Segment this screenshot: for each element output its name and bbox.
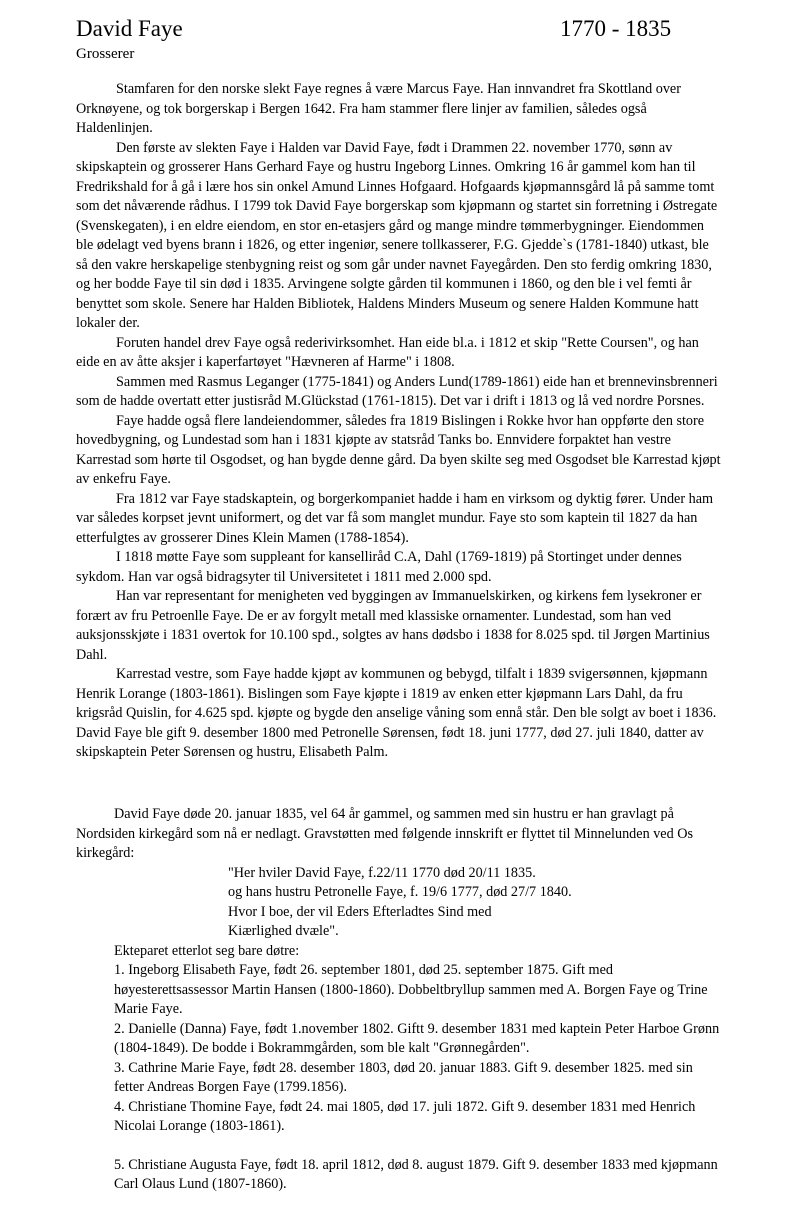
inscription-line: og hans hustru Petronelle Faye, f. 19/6 1777, død 27/7 1840. [228, 884, 572, 900]
biography-body [76, 80, 724, 763]
children-intro: Ekteparet etterlot seg bare døtre: [114, 942, 300, 959]
inscription-line: "Her hviler David Faye, f.22/11 1770 død 20/11 1835. [228, 864, 536, 881]
inscription-line: Hvor I boe, der vil Eders Efterladtes Sind med [228, 903, 492, 920]
death-paragraph: David Faye døde 20. januar 1835, vel 64 år gammel, og sammen med sin hustru er han gravlagt på Nordsiden kirkegård som nå er nedlagt. Gravstøtten med følgende innskrift er flyttet til Minnelunden ved Os kirkegård: [76, 806, 694, 861]
list-item: 1. Ingeborg Elisabeth Faye, født 26. september 1801, død 25. september 1875. Gift med høyesterettsassessor Martin Hansen (1800-1860). Dobbeltbryllup sammen med A. Borgen Faye og Trine Marie Faye. [114, 962, 708, 1017]
person-name: David Faye [76, 16, 183, 41]
list-item: 5. Christiane Augusta Faye, født 18. april 1812, død 8. august 1879. Gift 9. desember 1833 med kjøpmann Carl Olaus Lund (1807-1860). [114, 1156, 718, 1192]
paragraph: Den første av slekten Faye i Halden var David Faye, født i Drammen 22. november 1770, sønn av skipskaptein og grosserer Hans Gerhard Faye og hustru Ingeborg Linnes. Omkring 16 år gammel kom han til Fredrikshald for å gå i lære hos sin onkel Amund Linnes Hofgaard. Hofgaards kjøpmannsgård lå på samme tomt som det nåværende rådhus. I 1799 tok David Faye borgerskap som kjøpmann og startet sin forretning i Østregate (Svenskegaten), i en eldre eiendom, en stor en-etasjers gård og mange mindre tømmerbygninger. Eiendommen ble ødelagt ved byens brann i 1826, og etter ingeniør, senere tollkasserer, F.G. Gjedde`s (1781-1840) utkast, ble så den vakre herskapelige stenbygning reist og som går under navnet Fayegården. Den sto ferdig omkring 1830, og her bodde Faye til sin død i 1835. Arvingene solgte gården til kommunen i 1860, og den ble i vel femti år benyttet som skole. Senere har Halden Bibliotek, Haldens Minders Museum og senere Halden Kommune hatt lokaler der. [76, 139, 718, 331]
paragraph: Faye hadde også flere landeiendommer, således fra 1819 Bislingen i Rokke hvor han oppførte den store hovedbygning, og Lundestad som han i 1831 kjøpte av statsråd Tanks bo. Ennvidere forpaktet han vestre Karrestad som hørte til Osgodset, og han bygde denne gård. Da byen skilte seg med Osgodset ble Karrestad kjøpt av enkefru Faye. [76, 412, 721, 487]
list-item: 3. Cathrine Marie Faye, født 28. desember 1803, død 20. januar 1883. Gift 9. desember 1825. med sin fetter Andreas Borgen Faye (1799.1856). [114, 1059, 693, 1095]
paragraph: I 1818 møtte Faye som suppleant for kanselliråd C.A, Dahl (1769-1819) på Stortinget under dennes sykdom. Han var også bidragsyter til Universitetet i 1811 med 2.000 spd. [76, 549, 682, 585]
spacer [114, 1137, 724, 1156]
death-section [76, 805, 724, 1195]
list-item: 2. Danielle (Danna) Faye, født 1.november 1802. Giftt 9. desember 1831 med kaptein Peter Harboe Grønn (1804-1849). De bodde i Bokrammgården, som ble kalt "Grønnegården". [114, 1020, 720, 1056]
list-item: 4. Christiane Thomine Faye, født 24. mai 1805, død 17. juli 1872. Gift 9. desember 1831 med Henrich Nicolai Lorange (1803-1861). [114, 1098, 696, 1134]
life-years: 1770 - 1835 [560, 16, 672, 41]
paragraph: Sammen med Rasmus Leganger (1775-1841) og Anders Lund(1789-1861) eide han et brennevinsbrenneri som de hadde overtatt etter justisråd M.Glückstad (1761-1815). Det var i drift i 1813 og lå ved nordre Porsnes. [76, 373, 718, 409]
paragraph: Stamfaren for den norske slekt Faye regnes å være Marcus Faye. Han innvandret fra Skottland over Orknøyene, og tok borgerskap i Bergen 1642. Fra ham stammer flere linjer av familien, således også Haldenlinjen. [76, 81, 681, 136]
grave-inscription [228, 864, 724, 942]
paragraph: Foruten handel drev Faye også rederivirksomhet. Han eide bl.a. i 1812 et skip "Rette Coursen", og han eide en av åtte aksjer i kaperfartøyet "Hævneren af Harme" i 1808. [76, 334, 699, 370]
paragraph: Han var representant for menigheten ved byggingen av Immanuelskirken, og kirkens fem lysekroner er forært av fru Petroenlle Faye. De er av forgylt metall med klassiske ornamenter. Lundestad, som han ved auksjonsskjøte i 1831 overtok for 10.100 spd., solgtes av hans dødsbo i 1838 for 8.025 spd. til Jørgen Martinius Dahl. [76, 588, 710, 663]
paragraph: Fra 1812 var Faye stadskaptein, og borgerkompaniet hadde i ham en virksom og dyktig fører. Under ham var således korpset jevnt uniformert, og det var få som manglet mundur. Faye sto som kaptein til 1827 da han etterfulgtes av grosserer Dines Klein Mamen (1788-1854). [76, 490, 714, 546]
inscription-line: Kiærlighed dvæle". [228, 923, 339, 939]
occupation-title: Grosserer [76, 46, 135, 62]
paragraph: Karrestad vestre, som Faye hadde kjøpt av kommunen og bebygd, tilfalt i 1839 svigersønnen, kjøpmann Henrik Lorange (1803-1861). Bislingen som Faye kjøpte i 1819 av enken etter kjøpmann Lars Dahl, da fru krigsråd Quislin, for 4.625 spd. kjøpte og bygde den anselige våning som ennå står. Den ble solgt av boet i 1836. David Faye ble gift 9. desember 1800 med Petronelle Sørensen, født 18. juni 1777, død 27. juli 1840, datter av skipskaptein Peter Sørensen og hustru, Elisabeth Palm. [76, 666, 717, 760]
children-list [114, 942, 724, 1195]
